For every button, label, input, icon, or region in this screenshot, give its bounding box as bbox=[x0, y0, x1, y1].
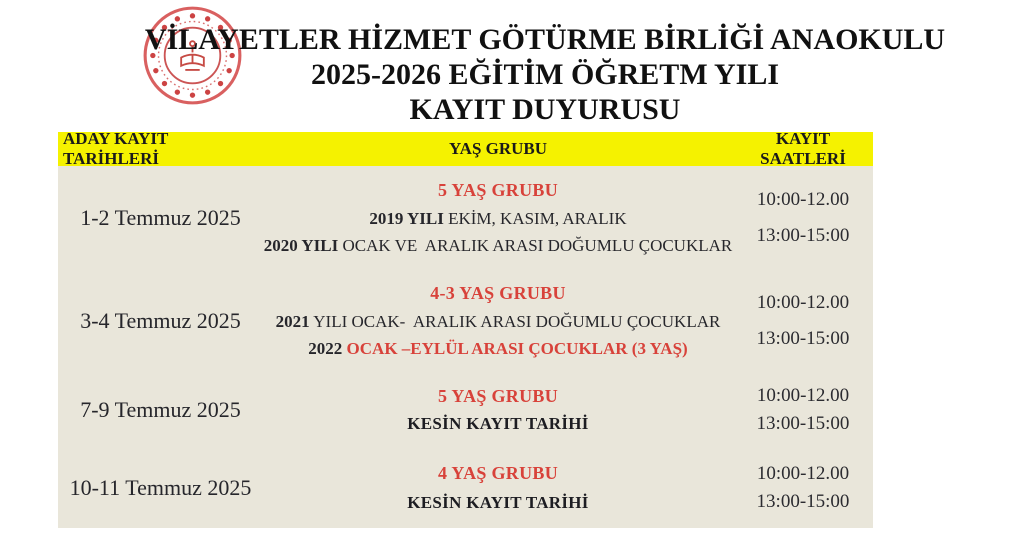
age-group-line bbox=[308, 339, 687, 359]
time-slot: 13:00-15:00 bbox=[756, 328, 850, 349]
table-row bbox=[58, 270, 873, 372]
final-registration-note: KESİN KAYIT TARİHİ bbox=[407, 493, 589, 512]
time-slot: 10:00-12.00 bbox=[756, 188, 850, 210]
age-group-line bbox=[276, 312, 721, 332]
time-slot: 10:00-12.00 bbox=[756, 462, 850, 484]
table-header-row bbox=[58, 129, 873, 168]
line-text: OCAK VE ARALIK ARASI DOĞUMLU ÇOCUKLAR bbox=[338, 236, 733, 256]
final-registration-note: KESİN KAYIT TARİHİ bbox=[407, 414, 589, 434]
line-text: YILI OCAK- ARALIK ARASI DOĞUMLU ÇOCUKLAR bbox=[309, 311, 721, 331]
table-body bbox=[58, 166, 873, 528]
times-cell bbox=[733, 270, 873, 372]
age-group-title: 4-3 YAŞ GRUBU bbox=[430, 283, 566, 304]
times-cell bbox=[733, 166, 873, 270]
age-group-cell bbox=[263, 270, 733, 372]
year-label: 2020 YILI bbox=[263, 236, 339, 256]
table-row bbox=[58, 448, 873, 528]
time-slot: 13:00-15:00 bbox=[756, 412, 850, 434]
header-yas-grubu: YAŞ GRUBU bbox=[448, 139, 548, 158]
date-cell: 10-11 Temmuz 2025 bbox=[69, 475, 252, 500]
age-group-cell bbox=[263, 372, 733, 448]
header-aday-kayit-tarihleri: ADAY KAYIT TARİHLERİ bbox=[63, 129, 169, 168]
title-line-2: 2025-2026 EĞİTİM ÖĞRETM YILI bbox=[310, 58, 780, 91]
time-slot: 13:00-15:00 bbox=[756, 491, 850, 513]
registration-table bbox=[58, 129, 873, 528]
title-line-1: VİLAYETLER HİZMET GÖTÜRME BİRLİĞİ ANAOKULU bbox=[144, 23, 946, 56]
time-slot: 10:00-12.00 bbox=[756, 385, 850, 407]
age-group-line bbox=[369, 209, 626, 229]
table-row bbox=[58, 372, 873, 448]
age-group-title: 5 YAŞ GRUBU bbox=[438, 179, 558, 200]
table-row bbox=[58, 166, 873, 270]
age-group-cell bbox=[263, 166, 733, 270]
date-cell: 3-4 Temmuz 2025 bbox=[80, 308, 241, 333]
year-label: 2021 bbox=[275, 311, 310, 331]
title-line-3: KAYIT DUYURUSU bbox=[409, 93, 681, 126]
age-group-title: 5 YAŞ GRUBU bbox=[438, 385, 558, 406]
times-cell bbox=[733, 372, 873, 448]
age-group-line bbox=[264, 236, 732, 256]
date-cell: 7-9 Temmuz 2025 bbox=[80, 397, 241, 422]
line-text-red: OCAK –EYLÜL ARASI ÇOCUKLAR (3 YAŞ) bbox=[342, 338, 688, 358]
date-cell: 1-2 Temmuz 2025 bbox=[80, 205, 241, 230]
line-text: EKİM, KASIM, ARALIK bbox=[443, 208, 627, 228]
age-group-cell bbox=[263, 448, 733, 528]
page-title bbox=[0, 0, 1024, 127]
age-group-title: 4 YAŞ GRUBU bbox=[438, 463, 558, 483]
times-cell bbox=[733, 448, 873, 528]
year-label: 2022 bbox=[308, 338, 343, 358]
header-kayit-saatleri: KAYIT SAATLERİ bbox=[760, 129, 846, 168]
year-label: 2019 YILI bbox=[369, 208, 444, 228]
time-slot: 13:00-15:00 bbox=[756, 225, 850, 247]
time-slot: 10:00-12.00 bbox=[756, 292, 850, 313]
